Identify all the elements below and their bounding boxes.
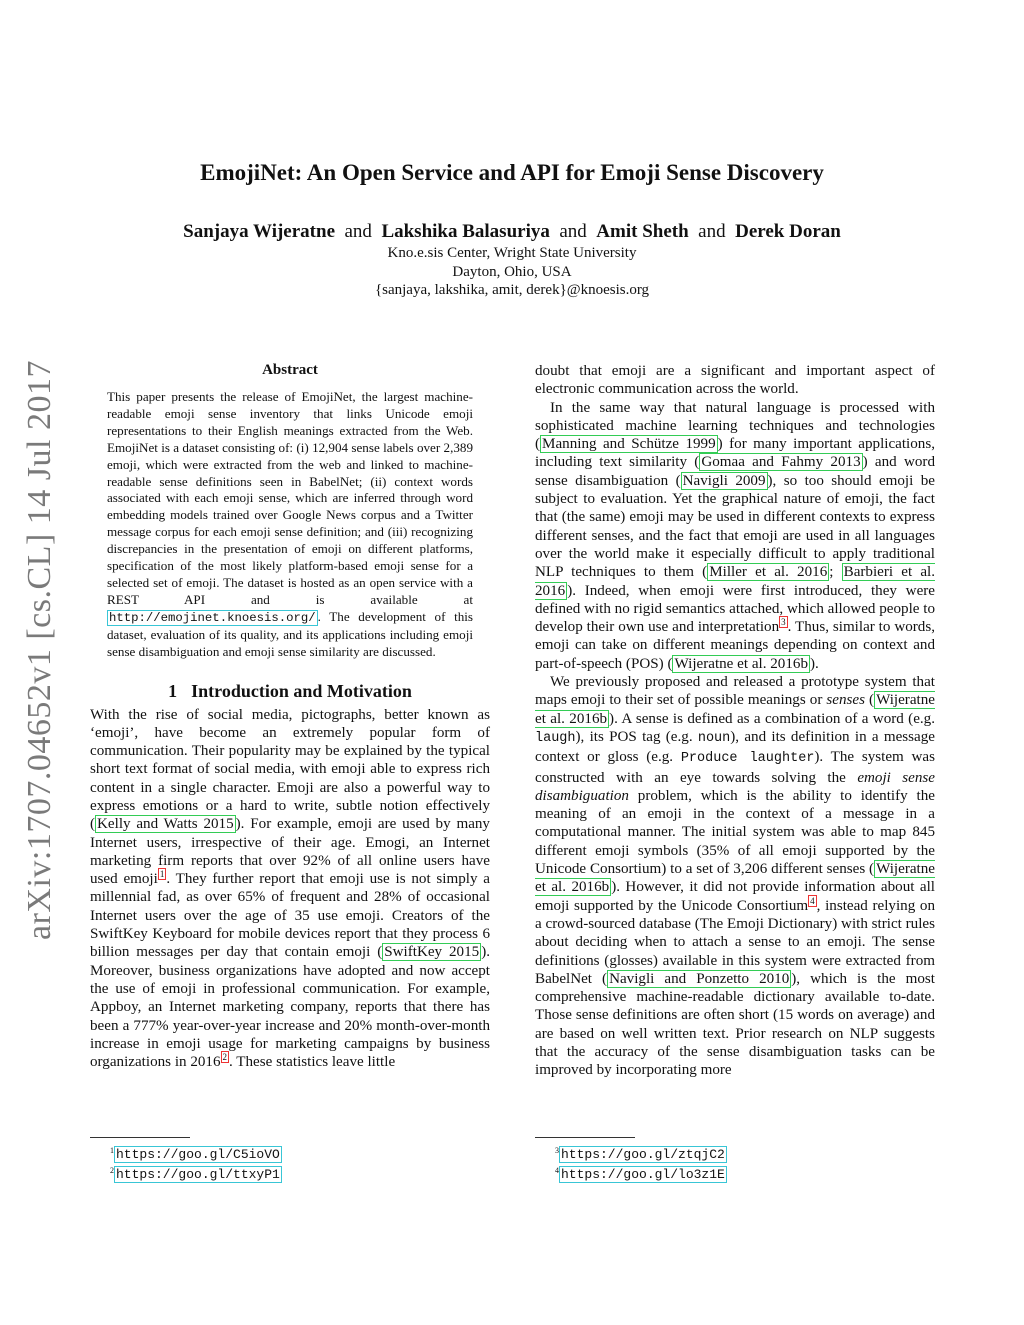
footnote: $^3$ https://goo.gl/ztqjC2: [555, 1146, 725, 1163]
section-heading: [90, 681, 490, 702]
author-separator: and: [698, 221, 726, 242]
author-name: Amit Sheth: [596, 221, 689, 242]
abstract-heading: Abstract: [262, 362, 318, 378]
citation-link[interactable]: Manning and Schütze 1999: [542, 436, 716, 453]
footnote-url-link[interactable]: https://goo.gl/C5ioVO: [116, 1147, 280, 1163]
citation-link[interactable]: SwiftKey 2015: [384, 944, 480, 961]
citation-link[interactable]: Barbieri et al. 2016: [535, 564, 936, 599]
author-name: Lakshika Balasuriya: [381, 221, 550, 242]
author-separator: and: [344, 221, 372, 242]
abstract-url-link[interactable]: http://emojinet.knoesis.org/: [109, 610, 316, 625]
footnote: $^2$ https://goo.gl/ttxyP1: [110, 1166, 280, 1183]
citation-link[interactable]: Kelly and Watts 2015: [97, 816, 234, 833]
body-paragraph: We previously proposed and released a prototype system that maps emoji to their set of possible meanings or senses ( Wijeratne et al. 2016b ). A sense is defined as a combination of a word (e.g. laugh), its POS tag (e.g. noun), and its definition in a message context or gloss (e.g. Produce laughter). The system was constructed with an eye towards solving the emoji sense disambiguation problem, which is the ability to identify the meaning of an emoji in the context of a message in a computational manner. The initial system was able to map 845 different emoji symbols (35% of all emoji supported by the Unicode Consortium) to a set of 3,206 different senses ( Wijeratne et al. 2016b ). However, it did not provide information about all emoji supported by the Unicode Consortium $^4$ , instead relying on a crowd-sourced database (The Emoji Dictionary) with strict rules about deciding when to attach a sense to an emoji. The sense definitions (glosses) available in this system were extracted from BabelNet ( Navigli and Ponzetto 2010 ), which is the most comprehensive machine-readable dictionary available to-date. Those sense definitions are often short (15 words on average) and are based on well written text. Prior research on NLP suggests that the accuracy of the sense disambiguation tasks can be improved by incorporating more: [535, 674, 936, 1079]
author-separator: and: [559, 221, 587, 242]
citation-link[interactable]: Wijeratne et al. 2016b: [535, 692, 935, 727]
code-term: Produce laughter: [680, 751, 815, 767]
footnote-url-link[interactable]: https://goo.gl/lo3z1E: [561, 1167, 725, 1183]
footnote-url-link[interactable]: https://goo.gl/ztqjC2: [561, 1147, 725, 1163]
affiliation-line: Dayton, Ohio, USA: [452, 263, 572, 280]
arxiv-identifier: arXiv:1707.04652v1 [cs.CL] 14 Jul 2017: [21, 360, 58, 940]
affiliation-block: [0, 244, 1024, 300]
citation-link[interactable]: Wijeratne et al. 2016b: [535, 861, 935, 896]
footnote: $^1$ https://goo.gl/C5ioVO: [110, 1146, 280, 1163]
left-column: [90, 362, 490, 1071]
author-list: [0, 221, 1024, 243]
footnote-rule: [90, 1137, 190, 1138]
affiliation-line: Kno.e.sis Center, Wright State University: [387, 245, 637, 261]
code-term: laugh: [535, 730, 576, 746]
footnote-link[interactable]: 4: [810, 895, 815, 906]
body-paragraph: doubt that emoji are a significant and important aspect of electronic communication across the world.: [535, 363, 935, 398]
citation-link[interactable]: Navigli 2009: [682, 472, 766, 489]
section-number: 1: [168, 680, 178, 701]
abstract-text: This paper presents the release of EmojiNet, the largest machine-readable emoji sense inventory that links Unicode emoji representations to their English meanings extracted from the Web. EmojiNet is a dataset consisting of: (i) 12,904 sense labels over 2,389 emoji, which were extracted from the web and linked to machine-readable sense definitions seen in BabelNet; (ii) context words associated with each emoji sense, which are inferred through word embedding models trained over Google News corpus and a Twitter message corpus for each emoji sense definition; and (iii) recognizing discrepancies in the presentation of emoji on different platforms, specification of the most likely platform-based emoji sense for a selected set of emoji. The dataset is hosted as an open service with a REST API and is available at http://emojinet.knoesis.org/ . The development of this dataset, evaluation of its quality, and its applications including emoji sense disambiguation and emoji sense similarity are discussed.: [107, 389, 473, 659]
citation-link[interactable]: Navigli and Ponzetto 2010: [609, 970, 790, 987]
footnote-link[interactable]: 3: [781, 617, 786, 628]
footnote-rule: [535, 1137, 635, 1138]
author-name: Sanjaya Wijeratne: [183, 221, 335, 242]
footnote-link[interactable]: 1: [159, 869, 165, 880]
code-term: noun: [697, 730, 731, 746]
section-title: Introduction and Motivation: [191, 680, 412, 701]
footnote: $^4$ https://goo.gl/lo3z1E: [555, 1166, 725, 1183]
paper-title: EmojiNet: An Open Service and API for Emoji Sense Discovery: [200, 160, 824, 185]
footnote-link[interactable]: 2: [222, 1052, 228, 1063]
intro-paragraph: With the rise of social media, pictographs, better known as ‘emoji’, have become an extremely popular form of communication. Their popularity may be explained by the typical short text format of social media, with emoji able to express rich content in a single character. Emoji are also a powerful way to express emotions or a hard to write, subtle notion effectively ( Kelly and Watts 2015 ). For example, emoji are used by many Internet users, irrespective of their age. Emogi, an Internet marketing firm reports that over 92% of all online users have used emoji $^1$ . They further report that emoji use is not simply a millennial fad, as over 65% of frequent and 28% of occasional Internet users over the age of 35 use emoji. Creators of the SwiftKey Keyboard for mobile devices report that they process 6 billion messages per day that contain emoji ( SwiftKey 2015 ). Moreover, business organizations have adopted and now accept the use of emoji in professional communication. For example, Appboy, an Internet marketing company, reports that there has been a 777% year-over-year increase and 20% month-over-month increase in emoji usage for marketing campaigns by business organizations in 2016 $^2$ . These statistics leave little: [90, 706, 490, 1071]
right-column: [535, 362, 935, 1080]
footnote-url-link[interactable]: https://goo.gl/ttxyP1: [116, 1167, 280, 1183]
citation-link[interactable]: Miller et al. 2016: [709, 564, 828, 581]
citation-link[interactable]: Wijeratne et al. 2016b: [674, 655, 808, 672]
body-paragraph: In the same way that natural language is processed with sophisticated machine learning techniques and technologies ( Manning and Schütze 1999 ) for many important applications, including text similarity ( Gomaa and Fahmy 2013 ) and word sense disambiguation ( Navigli 2009 ), so too should emoji be subject to evaluation. Yet the graphical nature of emoji, the fact that (the same) emoji may be used in different contexts to express different senses, and the fact that emoji are used in all languages over the world make it especially difficult to apply traditional NLP techniques to them ( Miller et al. 2016 ; Barbieri et al. 2016 ). Indeed, when emoji were first introduced, they were defined with no rigid semantics attached, which allowed people to develop their own use and interpretation $^3$ . Thus, similar to words, emoji can take on different meanings depending on context and part-of-speech (POS) ( Wijeratne et al. 2016b ).: [535, 399, 936, 672]
affiliation-email: {sanjaya, lakshika, amit, derek}@knoesis.org: [374, 282, 650, 298]
citation-link[interactable]: Gomaa and Fahmy 2013: [701, 454, 861, 471]
author-name: Derek Doran: [735, 221, 841, 242]
